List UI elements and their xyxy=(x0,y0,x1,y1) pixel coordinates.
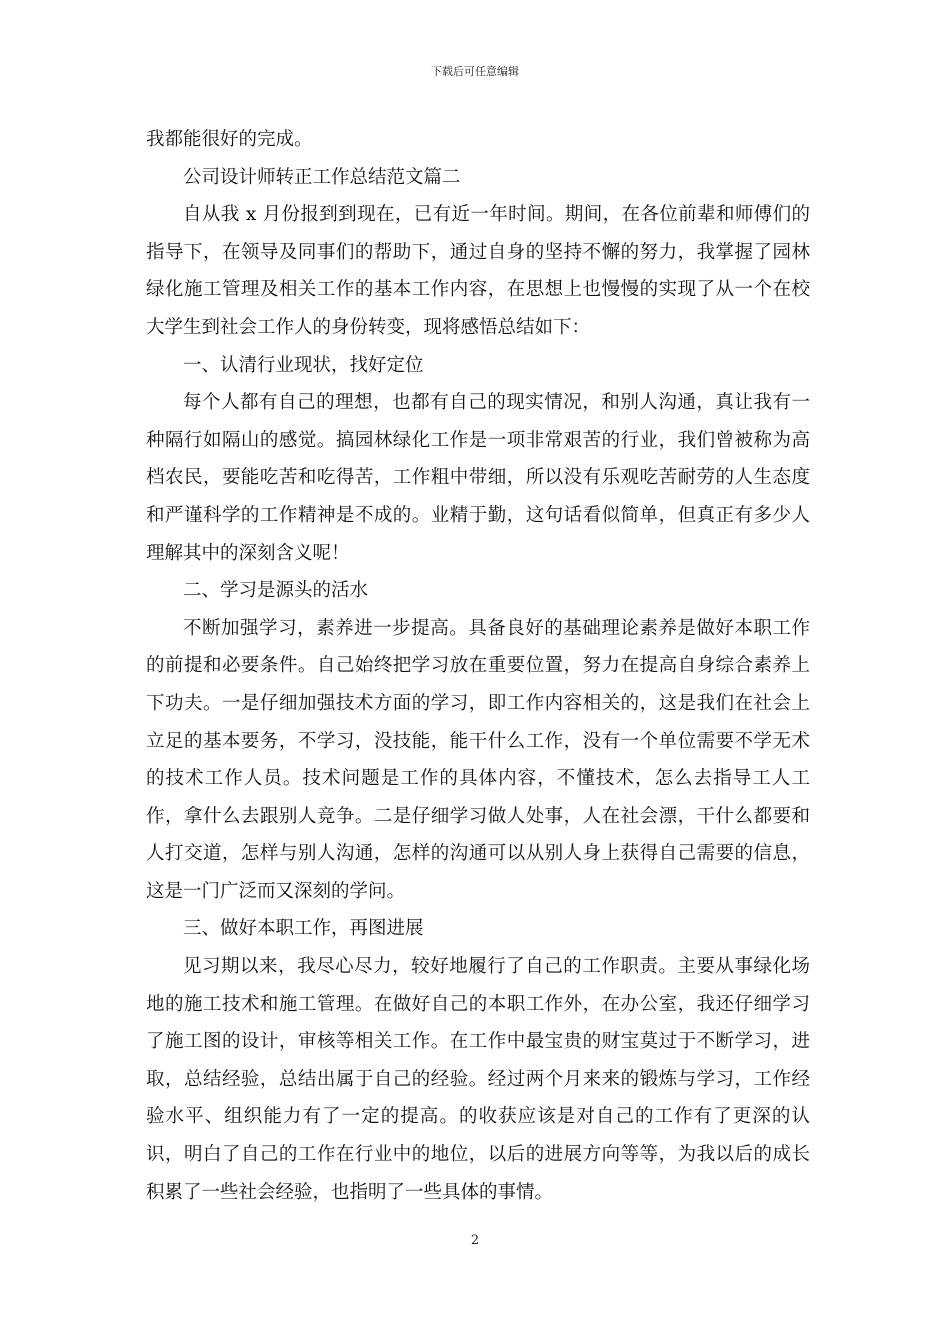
page-number: 2 xyxy=(470,1233,480,1248)
paragraph-one: 每个人都有自己的理想，也都有自己的现实情况，和别人沟通，真让我有一种隔行如隔山的感觉。搞园林绿化工作是一项非常艰苦的行业，我们曾被称为高档农民，要能吃苦和吃得苦，工作粗中带细，所以没有乐观吃苦耐劳的人生态度和严谨科学的工作精神是不成的。业精于勤，这句话看似简单，但真正有多少人理解其中的深刻含义呢！ xyxy=(146,392,810,564)
paragraph-continuation: 我都能很好的完成。 xyxy=(146,129,313,150)
section-title: 公司设计师转正工作总结范文篇二 xyxy=(183,166,461,188)
paragraph-intro: 自从我 x 月份报到到现在，已有近一年时间。期间，在各位前辈和师傅们的指导下，在领导及同事们的帮助下，通过自身的坚持不懈的努力，我掌握了园林绿化施工管理及相关工作的基本工作内容，在思想上也慢慢的实现了从一个在校大学生到社会工作人的身份转变，现将感悟总结如下： xyxy=(146,204,810,338)
heading-one: 一、认清行业现状，找好定位 xyxy=(183,354,424,376)
page-header: 下载后可任意编辑 xyxy=(431,65,519,78)
heading-two: 二、学习是源头的活水 xyxy=(183,580,369,602)
heading-three: 三、做好本职工作，再图进展 xyxy=(183,918,424,940)
paragraph-two: 不断加强学习，素养进一步提高。具备良好的基础理论素养是做好本职工作的前提和必要条件。自己始终把学习放在重要位置，努力在提高自身综合素养上下功夫。一是仔细加强技术方面的学习，即工作内容相关的，这是我们在社会上立足的基本要务，不学习，没技能，能干什么工作，没有一个单位需要不学无术的技术工作人员。技术问题是工作的具体内容，不懂技术，怎么去指导工人工作，拿什么去跟别人竞争。二是仔细学习做人处事，人在社会漂，干什么都要和人打交道，怎样与别人沟通，怎样的沟通可以从别人身上获得自己需要的信息，这是一门广泛而又深刻的学问。 xyxy=(146,617,810,902)
document-body xyxy=(146,121,810,1211)
paragraph-three: 见习期以来，我尽心尽力，较好地履行了自己的工作职责。主要从事绿化场地的施工技术和施工管理。在做好自己的本职工作外，在办公室，我还仔细学习了施工图的设计，审核等相关工作。在工作中最宝贵的财宝莫过于不断学习，进取，总结经验，总结出属于自己的经验。经过两个月来来的锻炼与学习，工作经验水平、组织能力有了一定的提高。的收获应该是对自己的工作有了更深的认识，明白了自己的工作在行业中的地位，以后的进展方向等等，为我以后的成长积累了一些社会经验，也指明了一些具体的事情。 xyxy=(146,956,810,1203)
